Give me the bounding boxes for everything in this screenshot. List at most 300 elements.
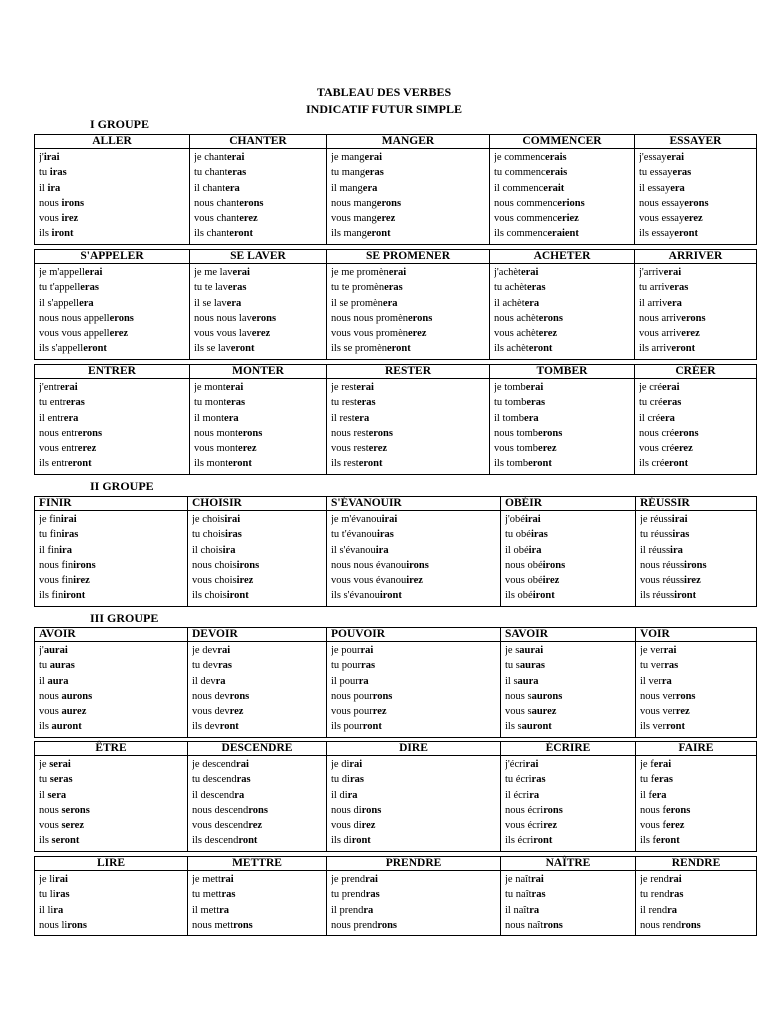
verb-ending: erons xyxy=(538,427,563,439)
verb-ending: erez xyxy=(684,213,703,225)
verb-stem: je pour xyxy=(331,645,361,656)
verb-ending: irez xyxy=(236,575,254,587)
conjugation-line xyxy=(331,512,496,527)
conjugation-line xyxy=(39,788,183,803)
verb-stem: tu xyxy=(39,660,50,672)
verb-ending: ira xyxy=(670,544,683,556)
verb-stem: je mang xyxy=(331,152,365,163)
conjugation-line xyxy=(39,719,183,734)
verb-stem: je rest xyxy=(331,382,357,393)
conjugation-line xyxy=(39,280,185,295)
conjugation-line xyxy=(494,165,630,180)
verb-stem: j'entr xyxy=(39,382,61,393)
verb-ending: eras xyxy=(662,397,682,409)
verb-ending: erons xyxy=(376,197,402,209)
verb-stem: tu rend xyxy=(640,889,670,901)
verb-ending: era xyxy=(79,297,94,309)
verb-ending: erons xyxy=(665,804,691,816)
verb-ending: ront xyxy=(238,835,258,847)
conjugation-line xyxy=(639,226,752,241)
verb-header-lire: LIRE xyxy=(35,857,188,871)
conjugation-line xyxy=(194,265,322,280)
verb-ending: rez xyxy=(229,706,244,718)
conjugation-cell-faire xyxy=(636,756,757,852)
verb-ending: irez xyxy=(542,575,560,587)
verb-stem: nous nous lav xyxy=(194,312,252,324)
verb-stem: ils cré xyxy=(639,458,665,470)
verb-stem: tu arriv xyxy=(639,282,670,294)
conjugation-line xyxy=(331,643,496,658)
verb-header-entrer: ENTRER xyxy=(35,365,190,379)
verb-ending: eront xyxy=(671,343,696,355)
conjugation-line xyxy=(331,326,485,341)
verb-stem: tu t'évanou xyxy=(331,529,377,541)
verb-header-tomber: TOMBER xyxy=(490,365,635,379)
verb-ending: eront xyxy=(366,228,391,240)
verb-ending: erai xyxy=(653,759,672,770)
conjugation-line xyxy=(194,441,322,456)
verb-ending: erai xyxy=(225,382,244,393)
conjugation-line xyxy=(39,658,183,673)
conjugation-line xyxy=(331,165,485,180)
verb-stem: il xyxy=(39,789,48,801)
verb-ending: irez xyxy=(406,575,423,587)
verb-ending: erez xyxy=(538,443,557,455)
verb-ending: erons xyxy=(674,427,699,439)
verb-ending: iras xyxy=(224,529,242,541)
conjugation-line xyxy=(505,689,631,704)
conjugation-line xyxy=(639,280,752,295)
conjugation-line xyxy=(192,658,322,673)
verb-stem: il s'appell xyxy=(39,297,80,309)
verb-stem: ils chant xyxy=(194,228,230,240)
conjugation-line xyxy=(505,573,631,588)
conjugation-line xyxy=(639,311,752,326)
verb-stem: tu mett xyxy=(192,889,222,901)
verb-header-etre: ÊTRE xyxy=(35,742,188,756)
conjugation-cell-ecrire xyxy=(501,756,636,852)
verb-stem: ils di xyxy=(331,835,352,847)
verb-ending: ira xyxy=(47,182,61,194)
verb-ending: eras xyxy=(526,397,546,409)
verb-stem: ils chois xyxy=(192,590,227,602)
conjugation-line xyxy=(331,788,496,803)
verb-stem: il s xyxy=(505,675,518,687)
verb-ending: serai xyxy=(49,759,71,770)
verb-ending: rons xyxy=(377,919,398,931)
verb-stem: je mett xyxy=(192,874,221,885)
conjugation-line xyxy=(192,674,322,689)
verb-stem: tu mont xyxy=(194,397,227,409)
verb-stem: je li xyxy=(39,874,56,885)
conjugation-line xyxy=(39,818,183,833)
verb-stem: tu dev xyxy=(192,660,218,672)
verb-stem: vous chois xyxy=(192,575,237,587)
verb-stem: nous naît xyxy=(505,919,544,931)
verb-stem: vous vous appell xyxy=(39,328,110,340)
verb-stem: ils entr xyxy=(39,458,68,470)
verb-stem: ils dev xyxy=(192,721,220,733)
verb-header-dire: DIRE xyxy=(327,742,501,756)
verb-stem: nous arriv xyxy=(639,312,682,324)
verb-stem: vous achèt xyxy=(494,328,539,340)
verb-stem: il achèt xyxy=(494,297,525,309)
verb-stem: il obé xyxy=(505,544,529,556)
verb-ending: ra xyxy=(363,904,374,916)
conjugation-line xyxy=(39,573,183,588)
verb-ending: iront xyxy=(379,590,402,602)
verb-stem: tu descend xyxy=(192,774,237,786)
verb-header-mettre: METTRE xyxy=(188,857,327,871)
verb-header-savoir: SAVOIR xyxy=(501,628,636,642)
verb-ending: eront xyxy=(83,343,107,355)
verb-stem: ils xyxy=(39,721,52,733)
conjugation-line xyxy=(39,211,185,226)
verb-ending: eront xyxy=(230,343,255,355)
conjugation-cell-dire xyxy=(327,756,501,852)
verb-stem: il li xyxy=(39,904,54,916)
verb-header-choisir: CHOISIR xyxy=(188,497,327,511)
verb-stem: il xyxy=(39,675,48,687)
verb-stem: il ver xyxy=(640,675,662,687)
conjugation-line xyxy=(639,211,752,226)
conjugation-line xyxy=(505,674,631,689)
conjugation-line xyxy=(39,196,185,211)
verb-stem: il tomb xyxy=(494,412,525,424)
verb-ending: era xyxy=(524,297,540,309)
verb-ending: erez xyxy=(238,443,257,455)
verb-header-arriver: ARRIVER xyxy=(635,250,757,264)
verb-ending: rai xyxy=(525,759,539,770)
verb-stem: tu fin xyxy=(39,529,62,541)
verb-stem: tu essay xyxy=(639,167,673,179)
verb-stem: tu naît xyxy=(505,889,532,901)
verb-ending: eras xyxy=(226,397,246,409)
verb-ending: eront xyxy=(674,228,699,240)
verb-stem: il entr xyxy=(39,412,64,424)
verb-stem: nous li xyxy=(39,919,68,931)
conjugation-line xyxy=(39,558,183,573)
conjugation-line xyxy=(505,558,631,573)
verb-stem: nous essay xyxy=(639,197,685,209)
verb-ending: erons xyxy=(681,312,706,324)
verb-stem: il pour xyxy=(331,675,359,687)
conjugation-line xyxy=(505,512,631,527)
verb-ending: era xyxy=(354,412,370,424)
verb-stem: il dev xyxy=(192,675,216,687)
verb-stem: ils écri xyxy=(505,835,534,847)
verb-stem: nous réuss xyxy=(640,559,685,571)
verb-header-manger: MANGER xyxy=(327,135,490,149)
verb-ending: erez xyxy=(674,443,693,455)
conjugation-line xyxy=(331,380,485,395)
conjugation-line xyxy=(640,704,752,719)
verb-stem: je chois xyxy=(192,514,225,525)
conjugation-line xyxy=(331,558,496,573)
verb-stem: tu chant xyxy=(194,167,228,179)
verb-ending: irai xyxy=(43,152,60,163)
conjugation-line xyxy=(494,265,630,280)
verb-stem: vous fin xyxy=(39,575,74,587)
conjugation-line xyxy=(505,803,631,818)
verb-ending: erai xyxy=(232,267,250,278)
verb-header-pouvoir: POUVOIR xyxy=(327,628,501,642)
verb-ending: ront xyxy=(362,721,382,733)
conjugation-line xyxy=(192,887,322,902)
group-label-1: I GROUPE xyxy=(90,117,150,131)
verb-ending: eras xyxy=(526,282,546,294)
verb-ending: rez xyxy=(248,820,263,832)
conjugation-line xyxy=(39,527,183,542)
conjugation-line xyxy=(39,165,185,180)
conjugation-line xyxy=(639,196,752,211)
verb-ending: erons xyxy=(238,427,263,439)
conjugation-line xyxy=(639,456,752,471)
verb-stem: nous dev xyxy=(192,690,230,702)
verb-header-acheter: ACHETER xyxy=(490,250,635,264)
conjugation-line xyxy=(639,296,752,311)
conjugation-line xyxy=(639,326,752,341)
verb-stem: ils s'évanou xyxy=(331,590,380,602)
verb-stem: nous rend xyxy=(640,919,682,931)
conjugation-line xyxy=(192,903,322,918)
conjugation-cell-s-appeler xyxy=(35,264,190,360)
conjugation-line xyxy=(505,643,631,658)
conjugation-line xyxy=(192,918,322,933)
conjugation-line xyxy=(331,689,496,704)
verb-stem: nous écri xyxy=(505,804,544,816)
verb-stem: tu ver xyxy=(640,660,665,672)
conjugation-line xyxy=(194,411,322,426)
verb-stem: il chois xyxy=(192,544,223,556)
verb-stem: vous entr xyxy=(39,443,78,455)
verb-ending: ras xyxy=(349,774,364,786)
verb-ending: rons xyxy=(229,690,250,702)
verb-stem: il xyxy=(39,182,48,194)
conjugation-cell-avoir xyxy=(35,642,188,738)
verb-stem: tu tomb xyxy=(494,397,527,409)
conjugation-line xyxy=(331,674,496,689)
verb-ending: era xyxy=(651,789,667,801)
conjugation-line xyxy=(640,674,752,689)
conjugation-line xyxy=(39,588,183,603)
conjugation-line xyxy=(494,395,630,410)
verb-stem: tu obé xyxy=(505,529,531,541)
verb-ending: ras xyxy=(669,889,684,901)
verb-ending: rez xyxy=(675,706,690,718)
verb-stem: je di xyxy=(331,759,350,770)
conjugation-line xyxy=(494,211,630,226)
verb-ending: era xyxy=(362,182,378,194)
conjugation-line xyxy=(194,311,322,326)
conjugation-line xyxy=(494,380,630,395)
group-label-3: III GROUPE xyxy=(90,611,159,625)
verb-ending: eras xyxy=(80,282,99,294)
verb-ending: irons xyxy=(684,559,707,571)
verb-stem: je m'évanou xyxy=(331,514,382,525)
conjugation-cell-naitre xyxy=(501,871,636,936)
conjugation-line xyxy=(331,658,496,673)
verb-ending: ra xyxy=(529,904,540,916)
conjugation-line xyxy=(192,818,322,833)
conjugation-cell-monter xyxy=(190,379,327,475)
verb-stem: tu s xyxy=(505,660,520,672)
conjugation-line xyxy=(331,181,485,196)
verb-stem: il mett xyxy=(192,904,220,916)
verb-ending: erais xyxy=(545,152,567,163)
verb-header-voir: VOIR xyxy=(636,628,757,642)
verb-ending: iras xyxy=(530,529,548,541)
verb-stem: vous chant xyxy=(194,213,240,225)
verb-ending: iront xyxy=(532,590,555,602)
verb-ending: rai xyxy=(530,874,544,885)
verb-ending: erez xyxy=(251,328,271,340)
conjugation-line xyxy=(39,441,185,456)
conjugation-line xyxy=(640,818,752,833)
verb-ending: rons xyxy=(233,919,253,931)
conjugation-line xyxy=(331,543,496,558)
conjugation-cell-acheter xyxy=(490,264,635,360)
conjugation-line xyxy=(194,150,322,165)
verb-stem: nous chant xyxy=(194,197,240,209)
verb-stem: je s xyxy=(505,645,520,656)
verb-stem: il naît xyxy=(505,904,530,916)
verb-stem: tu xyxy=(39,167,50,179)
conjugation-cell-mettre xyxy=(188,871,327,936)
conjugation-cell-rendre xyxy=(636,871,757,936)
verb-stem: vous f xyxy=(640,820,666,832)
verb-ending: auras xyxy=(49,660,75,672)
verb-ending: rons xyxy=(248,804,268,816)
verb-header-obeir: OBÉIR xyxy=(501,497,636,511)
verb-ending: ra xyxy=(215,675,226,687)
verb-ending: erez xyxy=(368,443,388,455)
verb-stem: tu achèt xyxy=(494,282,527,294)
verb-ending: irons xyxy=(406,559,429,571)
verb-stem: ils se promèn xyxy=(331,343,387,355)
conjugation-line xyxy=(331,803,496,818)
verb-ending: ras xyxy=(365,889,380,901)
verb-stem: vous réuss xyxy=(640,575,685,587)
conjugation-line xyxy=(39,411,185,426)
verb-ending: era xyxy=(382,297,398,309)
verb-ending: erai xyxy=(666,152,685,163)
verb-ending: ras xyxy=(664,660,679,672)
verb-stem: il écri xyxy=(505,789,530,801)
verb-header-rester: RESTER xyxy=(327,365,490,379)
verb-stem: ils s xyxy=(505,721,522,733)
conjugation-line xyxy=(331,903,496,918)
conjugation-line xyxy=(194,211,322,226)
verb-ending: iras xyxy=(49,167,67,179)
conjugation-line xyxy=(640,872,752,887)
verb-ending: irai xyxy=(60,514,77,525)
conjugation-line xyxy=(494,411,630,426)
verb-stem: nous nous appell xyxy=(39,312,110,324)
conjugation-line xyxy=(505,887,631,902)
conjugation-line xyxy=(640,558,752,573)
conjugation-cell-creer xyxy=(635,379,757,475)
verb-ending: ras xyxy=(531,774,546,786)
verb-stem: je dev xyxy=(192,645,218,656)
verb-ending: rai xyxy=(236,759,249,770)
verb-stem: tu f xyxy=(640,774,655,786)
verb-stem: ils f xyxy=(640,835,657,847)
verb-ending: rai xyxy=(349,759,363,770)
conjugation-line xyxy=(505,918,631,933)
conjugation-line xyxy=(194,456,322,471)
verb-stem: je rend xyxy=(640,874,669,885)
conjugation-line xyxy=(494,456,630,471)
conjugation-line xyxy=(331,772,496,787)
conjugation-line xyxy=(505,719,631,734)
conjugation-line xyxy=(39,150,185,165)
verb-ending: aurons xyxy=(531,690,563,702)
conjugation-line xyxy=(192,573,322,588)
verb-stem: ils pour xyxy=(331,721,363,733)
verb-ending: erons xyxy=(251,312,277,324)
conjugation-line xyxy=(331,196,485,211)
verb-ending: ra xyxy=(358,675,369,687)
verb-stem: j'achèt xyxy=(494,267,521,278)
verb-stem: je me lav xyxy=(194,267,233,278)
conjugation-cell-tomber xyxy=(490,379,635,475)
verb-stem: nous pour xyxy=(331,690,373,702)
verb-ending: erais xyxy=(545,167,568,179)
verb-stem: tu cré xyxy=(639,397,663,409)
verb-stem: je ver xyxy=(640,645,664,656)
conjugation-line xyxy=(640,719,752,734)
verb-stem: tu chois xyxy=(192,529,225,541)
verb-ending: aurez xyxy=(531,706,557,718)
conjugation-line xyxy=(639,150,752,165)
conjugation-line xyxy=(331,833,496,848)
conjugation-line xyxy=(331,311,485,326)
verb-stem: ils essay xyxy=(639,228,675,240)
verb-stem: vous dev xyxy=(192,706,230,718)
verb-header-essayer: ESSAYER xyxy=(635,135,757,149)
conjugation-line xyxy=(505,658,631,673)
verb-ending: rons xyxy=(675,690,696,702)
verb-stem: vous cré xyxy=(639,443,675,455)
verb-stem: il se lav xyxy=(194,297,227,309)
verb-stem: je cré xyxy=(639,382,663,393)
conjugation-line xyxy=(639,441,752,456)
verb-ending: rons xyxy=(681,919,701,931)
verb-stem: il réuss xyxy=(640,544,671,556)
verb-ending: rons xyxy=(543,919,563,931)
verb-stem: je f xyxy=(640,759,654,770)
conjugation-line xyxy=(192,772,322,787)
verb-stem: nous ver xyxy=(640,690,676,702)
conjugation-line xyxy=(505,543,631,558)
verb-ending: irai xyxy=(524,514,541,525)
conjugation-line xyxy=(39,311,185,326)
conjugation-line xyxy=(194,280,322,295)
verb-table-group1-a xyxy=(34,134,757,245)
conjugation-line xyxy=(39,326,185,341)
conjugation-line xyxy=(192,527,322,542)
conjugation-line xyxy=(505,757,631,772)
verb-ending: ront xyxy=(533,835,553,847)
verb-stem: il s'évanou xyxy=(331,544,376,556)
verb-stem: nous xyxy=(39,197,62,209)
conjugation-line xyxy=(639,426,752,441)
verb-stem: je xyxy=(39,759,50,770)
conjugation-line xyxy=(640,527,752,542)
conjugation-cell-reussir xyxy=(636,511,757,607)
verb-stem: vous vous évanou xyxy=(331,575,407,587)
